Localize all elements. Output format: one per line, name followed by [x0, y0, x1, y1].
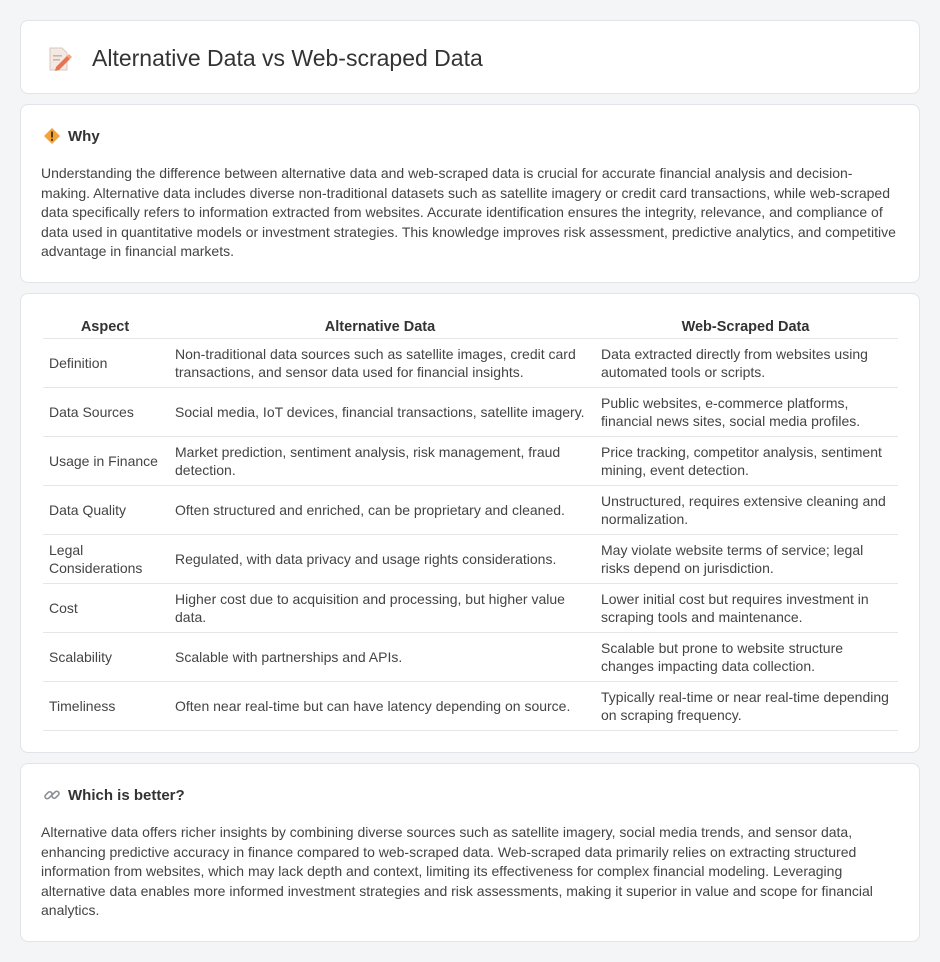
which-better-section — [20, 763, 920, 942]
why-title: Why — [68, 127, 100, 145]
alternative-cell: Higher cost due to acquisition and processing, but higher value data. — [167, 583, 593, 632]
aspect-cell: Legal Considerations — [43, 534, 167, 583]
aspect-cell: Usage in Finance — [43, 436, 167, 485]
table-row — [43, 632, 898, 681]
alternative-cell: Scalable with partnerships and APIs. — [167, 632, 593, 681]
web-scraped-cell: May violate website terms of service; legal risks depend on jurisdiction. — [593, 534, 898, 583]
comparison-card — [20, 293, 920, 753]
web-scraped-cell: Typically real-time or near real-time depending on scraping frequency. — [593, 681, 898, 730]
table-row — [43, 436, 898, 485]
column-header: Web-Scraped Data — [593, 316, 898, 338]
table-row — [43, 681, 898, 730]
table-row — [43, 583, 898, 632]
warning-diamond-icon — [43, 127, 61, 145]
page-title: Alternative Data vs Web-scraped Data — [92, 45, 483, 71]
aspect-cell: Timeliness — [43, 681, 167, 730]
aspect-cell: Data Quality — [43, 485, 167, 534]
aspect-cell: Definition — [43, 338, 167, 387]
column-header: Aspect — [43, 316, 167, 338]
web-scraped-cell: Price tracking, competitor analysis, sentiment mining, event detection. — [593, 436, 898, 485]
why-header — [43, 127, 100, 145]
alternative-cell: Social media, IoT devices, financial transactions, satellite imagery. — [167, 387, 593, 436]
document-pencil-icon — [46, 46, 72, 72]
why-section — [20, 104, 920, 283]
web-scraped-cell: Scalable but prone to website structure changes impacting data collection. — [593, 632, 898, 681]
table-row — [43, 387, 898, 436]
web-scraped-cell: Data extracted directly from websites using automated tools or scripts. — [593, 338, 898, 387]
why-text: Understanding the difference between alternative data and web-scraped data is crucial for accurate financial analysis and decision-making. Alternative data includes diverse non-traditional datasets such as satellite imagery or credit card transactions, while web-scraped data specifically refers to information extracted from websites. Accurate identification ensures the integrity, relevance, and compliance of data used in quantitative models or investment strategies. This knowledge improves risk assessment, predictive analytics, and competitive advantage in financial markets. — [41, 165, 896, 259]
column-header: Alternative Data — [167, 316, 593, 338]
title-row — [46, 45, 483, 72]
alternative-cell: Often structured and enriched, can be proprietary and cleaned. — [167, 485, 593, 534]
web-scraped-cell: Unstructured, requires extensive cleaning and normalization. — [593, 485, 898, 534]
alternative-cell: Often near real-time but can have latency depending on source. — [167, 681, 593, 730]
alternative-cell: Market prediction, sentiment analysis, risk management, fraud detection. — [167, 436, 593, 485]
title-card — [20, 20, 920, 94]
web-scraped-cell: Lower initial cost but requires investment in scraping tools and maintenance. — [593, 583, 898, 632]
better-title: Which is better? — [68, 786, 185, 804]
better-header — [43, 786, 185, 804]
alternative-cell: Non-traditional data sources such as satellite images, credit card transactions, and sensor data used for financial insights. — [167, 338, 593, 387]
table-row — [43, 485, 898, 534]
table-row — [43, 338, 898, 387]
alternative-cell: Regulated, with data privacy and usage rights considerations. — [167, 534, 593, 583]
table-row — [43, 534, 898, 583]
aspect-cell: Cost — [43, 583, 167, 632]
table-header-row — [43, 316, 898, 338]
aspect-cell: Data Sources — [43, 387, 167, 436]
better-text: Alternative data offers richer insights by combining diverse sources such as satellite imagery, social media trends, and sensor data, enhancing predictive accuracy in finance compared to web-scraped data. Web-scraped data primarily relies on extracting structured information from websites, which may lack depth and context, limiting its effectiveness for complex financial modeling. Leveraging alternative data enables more informed investment strategies and risk assessments, making it superior in value and scope for financial analytics. — [41, 824, 873, 918]
comparison-table — [43, 316, 898, 731]
aspect-cell: Scalability — [43, 632, 167, 681]
web-scraped-cell: Public websites, e-commerce platforms, financial news sites, social media profiles. — [593, 387, 898, 436]
link-icon — [43, 786, 61, 804]
